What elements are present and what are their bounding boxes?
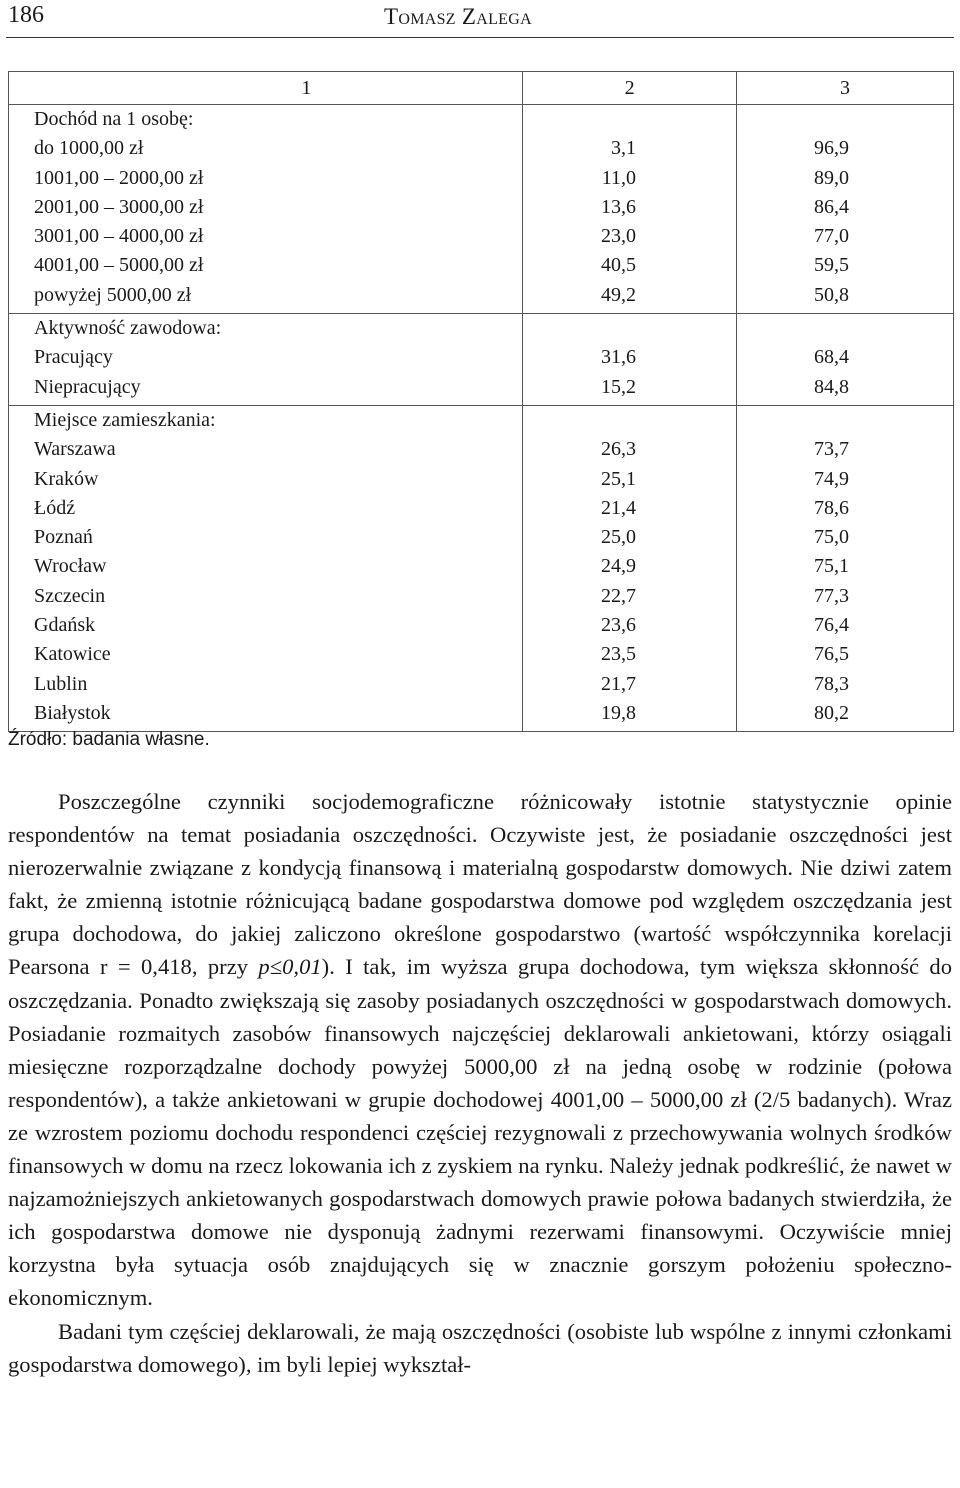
table-header-row <box>9 72 954 105</box>
row-label: do 1000,00 zł <box>34 137 144 160</box>
paragraph <box>8 785 952 1315</box>
row-label: Lublin <box>34 672 88 695</box>
paragraph-text: ). I tak, im wyższa grupa dochodowa, tym większa skłonność do oszczędzania. Ponadto zwiększają się zasoby posiadanych oszczędności w gospodarstwach domowych. Posiadanie rozmaitych zasobów finansowych najczęściej deklarowali ankietowani, którzy osiągali miesięczne rozporządzalne dochody powyżej 5000,00 zł na jedną osobę w rodzinie (połowa respondentów), a także ankietowani w grupie dochodowej 4001,00 – 5000,00 zł (2/5 badanych). Wraz ze wzrostem poziomu dochodu respondenci częściej rezygnowali z przechowywania wolnych środków finansowych w domu na rzecz lokowania ich z zyskiem na rynku. Należy jednak podkreślić, że nawet w najzamożniejszych ankietowanych gospodarstwach domowych prawie połowa badanych stwierdziła, że ich gospodarstwa domowe nie dysponują żadnymi rezerwami finansowymi. Oczywiście mniej korzystna była sytuacja osób znajdujących się w znacznie gorszym położeniu społeczno-ekonomicznym. <box>8 954 953 1311</box>
value-col3: 77,3 <box>814 584 849 607</box>
value-col2: 15,2 <box>601 375 636 398</box>
value-cell <box>523 405 737 731</box>
value-col2: 23,6 <box>601 614 636 637</box>
value-col3: 80,2 <box>814 701 849 724</box>
value-col3: 77,0 <box>814 225 849 248</box>
value-col3: 84,8 <box>814 375 849 398</box>
value-col3: 76,4 <box>814 614 849 637</box>
row-label: Kraków <box>34 467 99 490</box>
value-cell <box>523 105 737 314</box>
paragraph: Badani tym częściej deklarowali, że mają oszczędności (osobiste lub wspólne z innymi członkami gospodarstwa domowego), im byli lepiej wykształ- <box>8 1318 952 1377</box>
row-label: Wrocław <box>34 555 107 578</box>
value-col2: 24,9 <box>601 555 636 578</box>
value-col3: 73,7 <box>814 438 849 461</box>
value-col2: 49,2 <box>601 283 636 306</box>
running-head: Tomasz Zalega <box>384 4 532 29</box>
table-source-note: Źródło: badania własne. <box>8 729 210 750</box>
value-col3: 78,6 <box>814 496 849 519</box>
paragraph-text: Poszczególne czynniki socjodemograficzne różnicowały istotnie statystycznie opinie respondentów na temat posiadania oszczędności. Oczywiste jest, że posiadanie oszczędności jest nierozerwalnie związane z kondycją finansową i materialną gospodarstw domowych. Nie dziwi zatem fakt, że zmienną istotnie różnicującą badane gospodarstwa domowe pod względem oszczędzania jest grupa dochodowa, do jakiej zaliczono określone gospodarstwo (wartość współczynnika korelacji Pearsona r = 0,418, przy <box>8 789 952 980</box>
value-col2: 22,7 <box>601 584 636 607</box>
value-col3: 59,5 <box>814 254 849 277</box>
row-label: 3001,00 – 4000,00 zł <box>34 225 204 248</box>
page-number: 186 <box>8 2 44 28</box>
row-label: Gdańsk <box>34 614 96 637</box>
row-label: 2001,00 – 3000,00 zł <box>34 195 204 218</box>
row-label: Szczecin <box>34 584 106 607</box>
row-label: 4001,00 – 5000,00 zł <box>34 254 204 277</box>
value-col3: 86,4 <box>814 195 849 218</box>
value-col3: 96,9 <box>814 137 849 160</box>
value-col3: 74,9 <box>814 467 849 490</box>
column-header: 1 <box>9 72 523 105</box>
body-text <box>8 785 952 1381</box>
row-label: Katowice <box>34 643 111 666</box>
value-col3: 89,0 <box>814 166 849 189</box>
value-col2: 3,1 <box>611 137 636 160</box>
group-title: Miejsce zamieszkania: <box>34 408 216 431</box>
label-cell <box>9 105 523 314</box>
row-label: Pracujący <box>34 346 113 369</box>
value-col3: 75,0 <box>814 526 849 549</box>
value-cell <box>737 405 954 731</box>
table-group-income <box>9 105 954 314</box>
group-title: Aktywność zawodowa: <box>34 317 222 340</box>
value-cell <box>737 105 954 314</box>
row-label: Białystok <box>34 701 111 724</box>
value-col3: 76,5 <box>814 643 849 666</box>
header-rule <box>6 37 954 38</box>
value-col2: 23,5 <box>601 643 636 666</box>
value-cell <box>737 314 954 406</box>
row-label: 1001,00 – 2000,00 zł <box>34 166 204 189</box>
label-cell <box>9 314 523 406</box>
page-header <box>0 0 960 40</box>
value-col2: 11,0 <box>601 166 636 189</box>
p-value: p≤0,01 <box>258 954 322 980</box>
table-group-employment <box>9 314 954 406</box>
value-col2: 40,5 <box>601 254 636 277</box>
value-col3: 50,8 <box>814 283 849 306</box>
value-col3: 78,3 <box>814 672 849 695</box>
value-col3: 68,4 <box>814 346 849 369</box>
group-title: Dochód na 1 osobę: <box>34 108 194 130</box>
table-group-residence <box>9 405 954 731</box>
value-col2: 31,6 <box>601 346 636 369</box>
statistics-table <box>8 71 954 732</box>
value-col2: 25,0 <box>601 526 636 549</box>
row-label: powyżej 5000,00 zł <box>34 283 192 306</box>
row-label: Poznań <box>34 526 93 549</box>
row-label: Niepracujący <box>34 375 141 398</box>
label-cell <box>9 405 523 731</box>
column-header: 3 <box>737 72 954 105</box>
value-col3: 75,1 <box>814 555 849 578</box>
value-cell <box>523 314 737 406</box>
value-col2: 21,4 <box>601 496 636 519</box>
row-label: Łódź <box>34 496 76 519</box>
column-header: 2 <box>523 72 737 105</box>
value-col2: 23,0 <box>601 225 636 248</box>
row-label: Warszawa <box>34 438 116 461</box>
value-col2: 19,8 <box>601 701 636 724</box>
value-col2: 25,1 <box>601 467 636 490</box>
value-col2: 13,6 <box>601 195 636 218</box>
value-col2: 26,3 <box>601 438 636 461</box>
value-col2: 21,7 <box>601 672 636 695</box>
